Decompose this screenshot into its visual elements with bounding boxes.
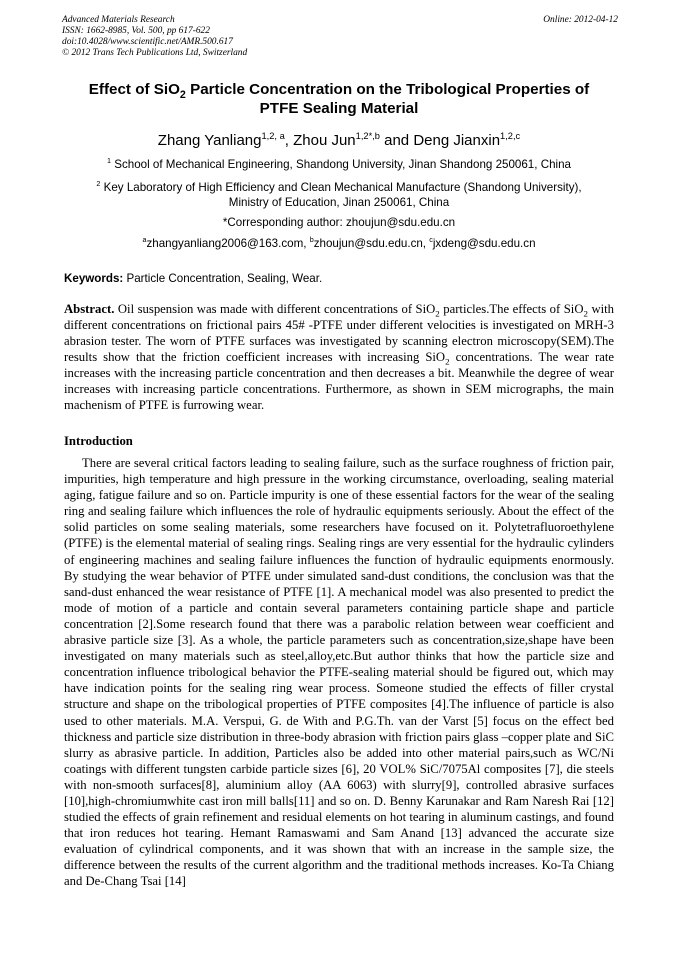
email-text: jxdeng@sdu.edu.cn [432, 237, 536, 250]
author-affiliation-marker: 1,2, a [261, 131, 285, 141]
abstract-label: Abstract. [64, 302, 115, 316]
issn-line: ISSN: 1662-8985, Vol. 500, pp 617-622 [62, 26, 210, 36]
subscript: 2 [435, 308, 440, 319]
title-part: Effect of SiO [88, 81, 180, 98]
keywords-label: Keywords: [64, 272, 124, 285]
affiliation-2 [56, 180, 622, 210]
keywords [64, 271, 614, 286]
email-marker: c [429, 235, 433, 245]
email-text: zhoujun@sdu.edu.cn, [313, 237, 430, 250]
corresponding-author: *Corresponding author: zhoujun@sdu.edu.cn [222, 216, 456, 229]
paper-title [50, 80, 628, 118]
abstract-text: concentrations. The wear rate increases with the increasing particle concentration and then decreases a bit. Meanwhile the degree of wear increases with increasing particle concentrations. Furthermore, as shown in SEM micrographs, the main machenism of PTFE is furrowing wear. [64, 350, 615, 412]
title-line-1 [50, 80, 628, 102]
title-part: Particle Concentration on the Tribological Properties of [185, 81, 590, 98]
affiliation-1 [56, 157, 622, 172]
author-name: Zhang Yanliang [157, 132, 262, 149]
journal-name: Advanced Materials Research [62, 15, 175, 25]
doi-line: doi:10.4028/www.scientific.net/AMR.500.617 [62, 37, 233, 47]
author-name: , Zhou Jun [284, 132, 356, 149]
subscript: 2 [583, 308, 588, 319]
keywords-text: Particle Concentration, Sealing, Wear. [123, 272, 323, 285]
affiliation-text: Key Laboratory of High Efficiency and Clean Mechanical Manufacture (Shandong University), [103, 181, 582, 194]
section-heading-introduction: Introduction [64, 434, 133, 448]
author-affiliation-marker: 1,2,c [500, 131, 521, 141]
affiliation-text: School of Mechanical Engineering, Shandong University, Jinan Shandong 250061, China [114, 158, 571, 171]
journal-header [62, 15, 618, 59]
abstract-text: with different concentrations on frictional pairs 45# -PTFE under different velocities is investigated on MRH-3 abrasion tester. The worn of PTFE surfaces was investigated by scanning electron microscopy(SEM).The results show that the friction coefficient increases with increasing SiO [64, 302, 614, 364]
author-name: and Deng Jianxin [379, 132, 501, 149]
affiliation-line [56, 180, 622, 195]
subscript: 2 [445, 356, 450, 367]
abstract-text: Oil suspension was made with different concentrations of SiO [114, 302, 436, 316]
introduction-paragraph: There are several critical factors leading to sealing failure, such as the surface roughness of friction pair, impurities, high temperature and high pressure in the working circumstance, overloading, sealing material aging, fatigue failure and so on. Particle impurity is one of these essential factors for the wear of the sealing ring and sealing failure which influences the role of hydraulic equipments seriously. About the effect of the solid particles on some sealing materials, some researchers have focused on it. Polytetrafluoroethylene (PTFE) is the elemental material of sealing rings. Sealing rings are very essential for the hydraulic cylinders of engineering machines and sealing failure influences the function of hydraulic equipments enormously. By studying the wear behavior of PTFE under simulated sand-dust conditions, the conclusion was that the sand-dust enhanced the wear resistance of PTFE [1]. A mechanical model was also presented to predict the mode of motion of a particle and contain several parameters containing particle shape and particle concentration [2].Some research found that there was a parabolic relation between wear coefficient and abrasive particle size [3]. As a whole, the particle parameters such as concentration,size,shape have been investigated on many materials such as steel,alloy,etc.But author thinks that how the particle size and concentration influence tribological behavior the PTFE-sealing material should be figured out, which may have indication points for the sealing ring wear process. Someone studied the effects of filler crystal structure and shape on the tribological properties of PTFE composites [4].The influence of particle is also used to other materials. M.A. Verspui, G. de With and P.G.Th. van der Varst [5] focus on the effect bed thickness and particle size distribution in three-body abrasion with friction pairs glass –copper plate and SiC slurry as abrasive particle. In addition, Particles also be added into other material pairs,such as WC/Ni coatings with different tungsten carbide particle sizes [6], 20 VOL% SiC/7075Al composites [7], die steels with non-smooth surfaces[8], aluminium alloy (AA 6063) with slurry[9], controlled abrasive surfaces [10],high-chromiumwhite cast iron mill balls[11] and so on. D. Benny Karunakar and Ram Naresh Rai [12] studied the effects of grain refinement and residual elements on hot tearing in aluminum castings, and found that iron reduces hot tearing. Hemant Ramaswami and Sam Anand [13] advanced the accurate size evaluation of cylindrical components, and it was shown that with an increase in the sample size, the difference between the results of the current algorithm and the traditional methods increases. Ko-Ta Chiang and De-Chang Tsai [14] [64, 456, 615, 889]
abstract-text: particles.The effects of SiO [439, 302, 584, 316]
copyright-line: © 2012 Trans Tech Publications Ltd, Switzerland [62, 48, 248, 58]
email-marker: a [142, 235, 147, 245]
author-list [50, 132, 628, 150]
abstract [64, 301, 614, 413]
affiliation-number: 1 [107, 156, 111, 166]
online-date: Online: 2012-04-12 [543, 15, 618, 25]
title-subscript: 2 [179, 89, 186, 102]
author-affiliation-marker: 1,2*,b [355, 131, 380, 141]
author-emails [56, 236, 622, 251]
affiliation-line: Ministry of Education, Jinan 250061, China [228, 196, 450, 209]
email-text: zhangyanliang2006@163.com, [146, 237, 310, 250]
affiliation-number: 2 [96, 179, 101, 189]
title-line-2: PTFE Sealing Material [259, 100, 419, 117]
email-marker: b [309, 235, 314, 245]
